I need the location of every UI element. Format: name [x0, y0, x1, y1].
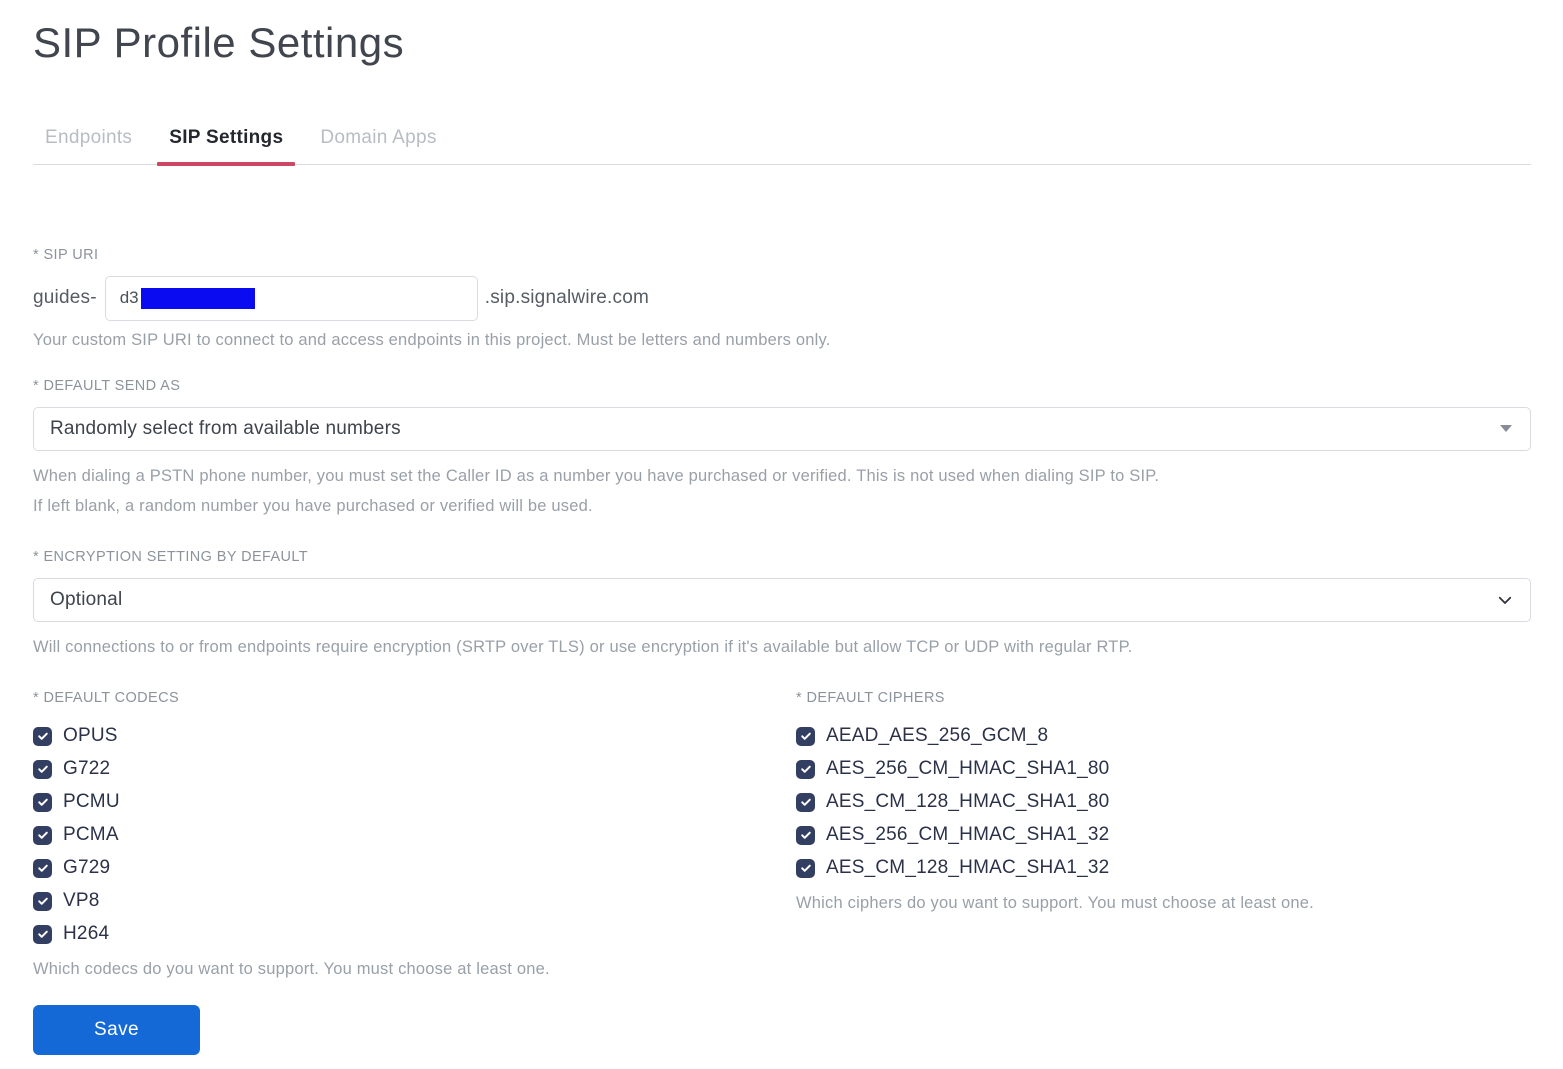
- sip-uri-prefix: guides-: [33, 287, 97, 309]
- codec-label: OPUS: [63, 725, 118, 747]
- caret-down-icon: [1500, 425, 1512, 432]
- default-codecs-section: [33, 690, 796, 979]
- sip-uri-section: [33, 247, 1531, 350]
- encryption-select[interactable]: [33, 578, 1531, 622]
- cipher-label: AES_CM_128_HMAC_SHA1_32: [826, 857, 1110, 879]
- default-ciphers-section: [796, 690, 1531, 979]
- cipher-label: AES_256_CM_HMAC_SHA1_32: [826, 824, 1110, 846]
- default-send-as-help-line1: When dialing a PSTN phone number, you must set the Caller ID as a number you have purchased or verified. This is not used when dialing SIP to SIP.: [33, 466, 1160, 485]
- cipher-list: [796, 720, 1531, 885]
- default-send-as-select[interactable]: [33, 407, 1531, 451]
- cipher-row-aes-cm-128-hmac-sha1-80[interactable]: [796, 786, 1531, 819]
- default-send-as-help: [33, 461, 1531, 521]
- codec-label: VP8: [63, 890, 100, 912]
- encryption-label: * ENCRYPTION SETTING BY DEFAULT: [33, 548, 309, 565]
- cipher-row-aead-aes-256-gcm-8[interactable]: [796, 720, 1531, 753]
- codec-row-pcma[interactable]: [33, 819, 796, 852]
- codecs-help: Which codecs do you want to support. You must choose at least one.: [33, 959, 550, 978]
- checkbox-checked-icon[interactable]: [796, 760, 815, 779]
- sip-uri-value: d3: [119, 288, 139, 308]
- checkbox-checked-icon[interactable]: [33, 793, 52, 812]
- checkbox-checked-icon[interactable]: [33, 826, 52, 845]
- tab-domain-apps[interactable]: Domain Apps: [320, 126, 437, 148]
- cipher-row-aes-256-cm-hmac-sha1-32[interactable]: [796, 819, 1531, 852]
- codec-row-g729[interactable]: [33, 852, 796, 885]
- encryption-help: Will connections to or from endpoints require encryption (SRTP over TLS) or use encryption if it's available but allow TCP or UDP with regular RTP.: [33, 637, 1133, 656]
- sip-uri-label: * SIP URI: [33, 246, 99, 263]
- default-send-as-label: * DEFAULT SEND AS: [33, 377, 181, 394]
- checkbox-checked-icon[interactable]: [796, 859, 815, 878]
- codec-row-pcmu[interactable]: [33, 786, 796, 819]
- redaction-overlay: [141, 288, 255, 309]
- codec-label: G722: [63, 758, 111, 780]
- codec-row-vp8[interactable]: [33, 885, 796, 918]
- checkbox-checked-icon[interactable]: [33, 925, 52, 944]
- default-codecs-label: * DEFAULT CODECS: [33, 689, 180, 706]
- default-send-as-section: [33, 378, 1531, 521]
- tab-endpoints[interactable]: Endpoints: [45, 126, 133, 148]
- codec-label: PCMA: [63, 824, 119, 846]
- default-send-as-value: Randomly select from available numbers: [50, 417, 401, 439]
- checkbox-checked-icon[interactable]: [33, 727, 52, 746]
- checkbox-checked-icon[interactable]: [33, 760, 52, 779]
- checkbox-checked-icon[interactable]: [796, 727, 815, 746]
- codec-row-h264[interactable]: [33, 918, 796, 951]
- save-button[interactable]: Save: [33, 1005, 200, 1055]
- tab-bar: [33, 127, 1531, 165]
- cipher-label: AES_CM_128_HMAC_SHA1_80: [826, 791, 1110, 813]
- cipher-row-aes-256-cm-hmac-sha1-80[interactable]: [796, 753, 1531, 786]
- encryption-value: Optional: [50, 588, 123, 610]
- codec-label: G729: [63, 857, 111, 879]
- tab-sip-settings[interactable]: SIP Settings: [157, 127, 295, 164]
- sip-uri-input[interactable]: [105, 276, 478, 321]
- codec-list: [33, 720, 796, 951]
- chevron-down-icon: [1496, 591, 1514, 609]
- default-send-as-help-line2: If left blank, a random number you have purchased or verified will be used.: [33, 496, 593, 515]
- ciphers-help: Which ciphers do you want to support. You must choose at least one.: [796, 893, 1314, 912]
- sip-uri-row: [33, 276, 1531, 321]
- sip-uri-suffix: .sip.signalwire.com: [484, 287, 650, 309]
- cipher-label: AEAD_AES_256_GCM_8: [826, 725, 1049, 747]
- checkbox-checked-icon[interactable]: [33, 892, 52, 911]
- cipher-row-aes-cm-128-hmac-sha1-32[interactable]: [796, 852, 1531, 885]
- encryption-section: [33, 549, 1531, 662]
- checkbox-checked-icon[interactable]: [33, 859, 52, 878]
- codec-row-opus[interactable]: [33, 720, 796, 753]
- checkbox-checked-icon[interactable]: [796, 826, 815, 845]
- sip-uri-help: Your custom SIP URI to connect to and access endpoints in this project. Must be letters and numbers only.: [33, 330, 831, 349]
- default-ciphers-label: * DEFAULT CIPHERS: [796, 689, 945, 706]
- page-title: SIP Profile Settings: [33, 19, 405, 66]
- checkbox-checked-icon[interactable]: [796, 793, 815, 812]
- codec-label: PCMU: [63, 791, 120, 813]
- codec-cipher-columns: [33, 690, 1531, 979]
- codec-row-g722[interactable]: [33, 753, 796, 786]
- codec-label: H264: [63, 923, 110, 945]
- cipher-label: AES_256_CM_HMAC_SHA1_80: [826, 758, 1110, 780]
